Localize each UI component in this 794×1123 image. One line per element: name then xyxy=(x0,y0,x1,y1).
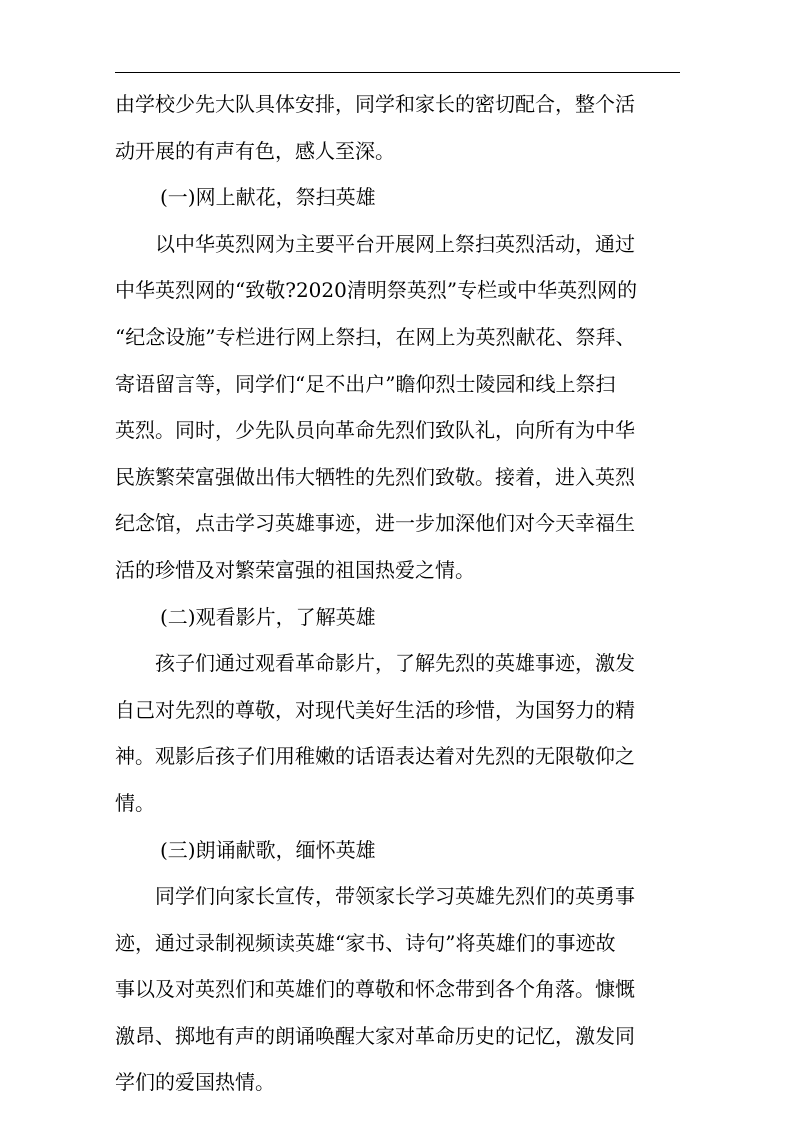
paragraph-line: 学们的爱国热情。 xyxy=(115,1070,275,1095)
paragraph-line: 寄语留言等，同学们“足不出户”瞻仰烈士陵园和线上祭扫 xyxy=(115,371,616,396)
section-heading: (二)观看影片，了解英雄 xyxy=(160,604,376,629)
body-text xyxy=(115,86,680,1111)
paragraph-line: 由学校少先大队具体安排，同学和家长的密切配合，整个活 xyxy=(115,92,635,116)
paragraph-line: 同学们向家长宣传，带领家长学习英雄先烈们的英勇事 xyxy=(155,884,635,909)
paragraph-line: 中华英烈网的“致敬?2020清明祭英烈”专栏或中华英烈网的 xyxy=(115,278,638,303)
header-rule xyxy=(115,72,680,73)
paragraph-line: 英烈。同时，少先队员向革命先烈们致队礼，向所有为中华 xyxy=(115,418,635,443)
paragraph-line: 纪念馆，点击学习英雄事迹，进一步加深他们对今天幸福生 xyxy=(115,511,635,536)
paragraph-line: 民族繁荣富强做出伟大牺牲的先烈们致敬。接着，进入英烈 xyxy=(115,464,635,489)
paragraph-line: “纪念设施”专栏进行网上祭扫，在网上为英烈献花、祭拜、 xyxy=(115,324,636,349)
paragraph-line: 以中华英烈网为主要平台开展网上祭扫英烈活动，通过 xyxy=(155,231,635,256)
paragraph-line: 孩子们通过观看革命影片，了解先烈的英雄事迹，激发 xyxy=(155,651,635,676)
paragraph-line: 活的珍惜及对繁荣富强的祖国热爱之情。 xyxy=(115,557,475,582)
paragraph-line: 迹，通过录制视频读英雄“家书、诗句”将英雄们的事迹故 xyxy=(115,930,616,955)
section-heading: (一)网上献花，祭扫英雄 xyxy=(160,185,376,210)
paragraph-line: 激昂、掷地有声的朗诵唤醒大家对革命历史的记忆，激发同 xyxy=(115,1023,635,1048)
paragraph-line: 事以及对英烈们和英雄们的尊敬和怀念带到各个角落。慷慨 xyxy=(115,977,635,1002)
section-heading: (三)朗诵献歌，缅怀英雄 xyxy=(160,837,376,862)
paragraph-line: 神。观影后孩子们用稚嫩的话语表达着对先烈的无限敬仰之 xyxy=(115,744,635,769)
paragraph-line: 情。 xyxy=(115,790,155,815)
paragraph-line: 自己对先烈的尊敬，对现代美好生活的珍惜，为国努力的精 xyxy=(115,697,635,722)
paragraph-line: 动开展的有声有色，感人至深。 xyxy=(115,138,395,163)
